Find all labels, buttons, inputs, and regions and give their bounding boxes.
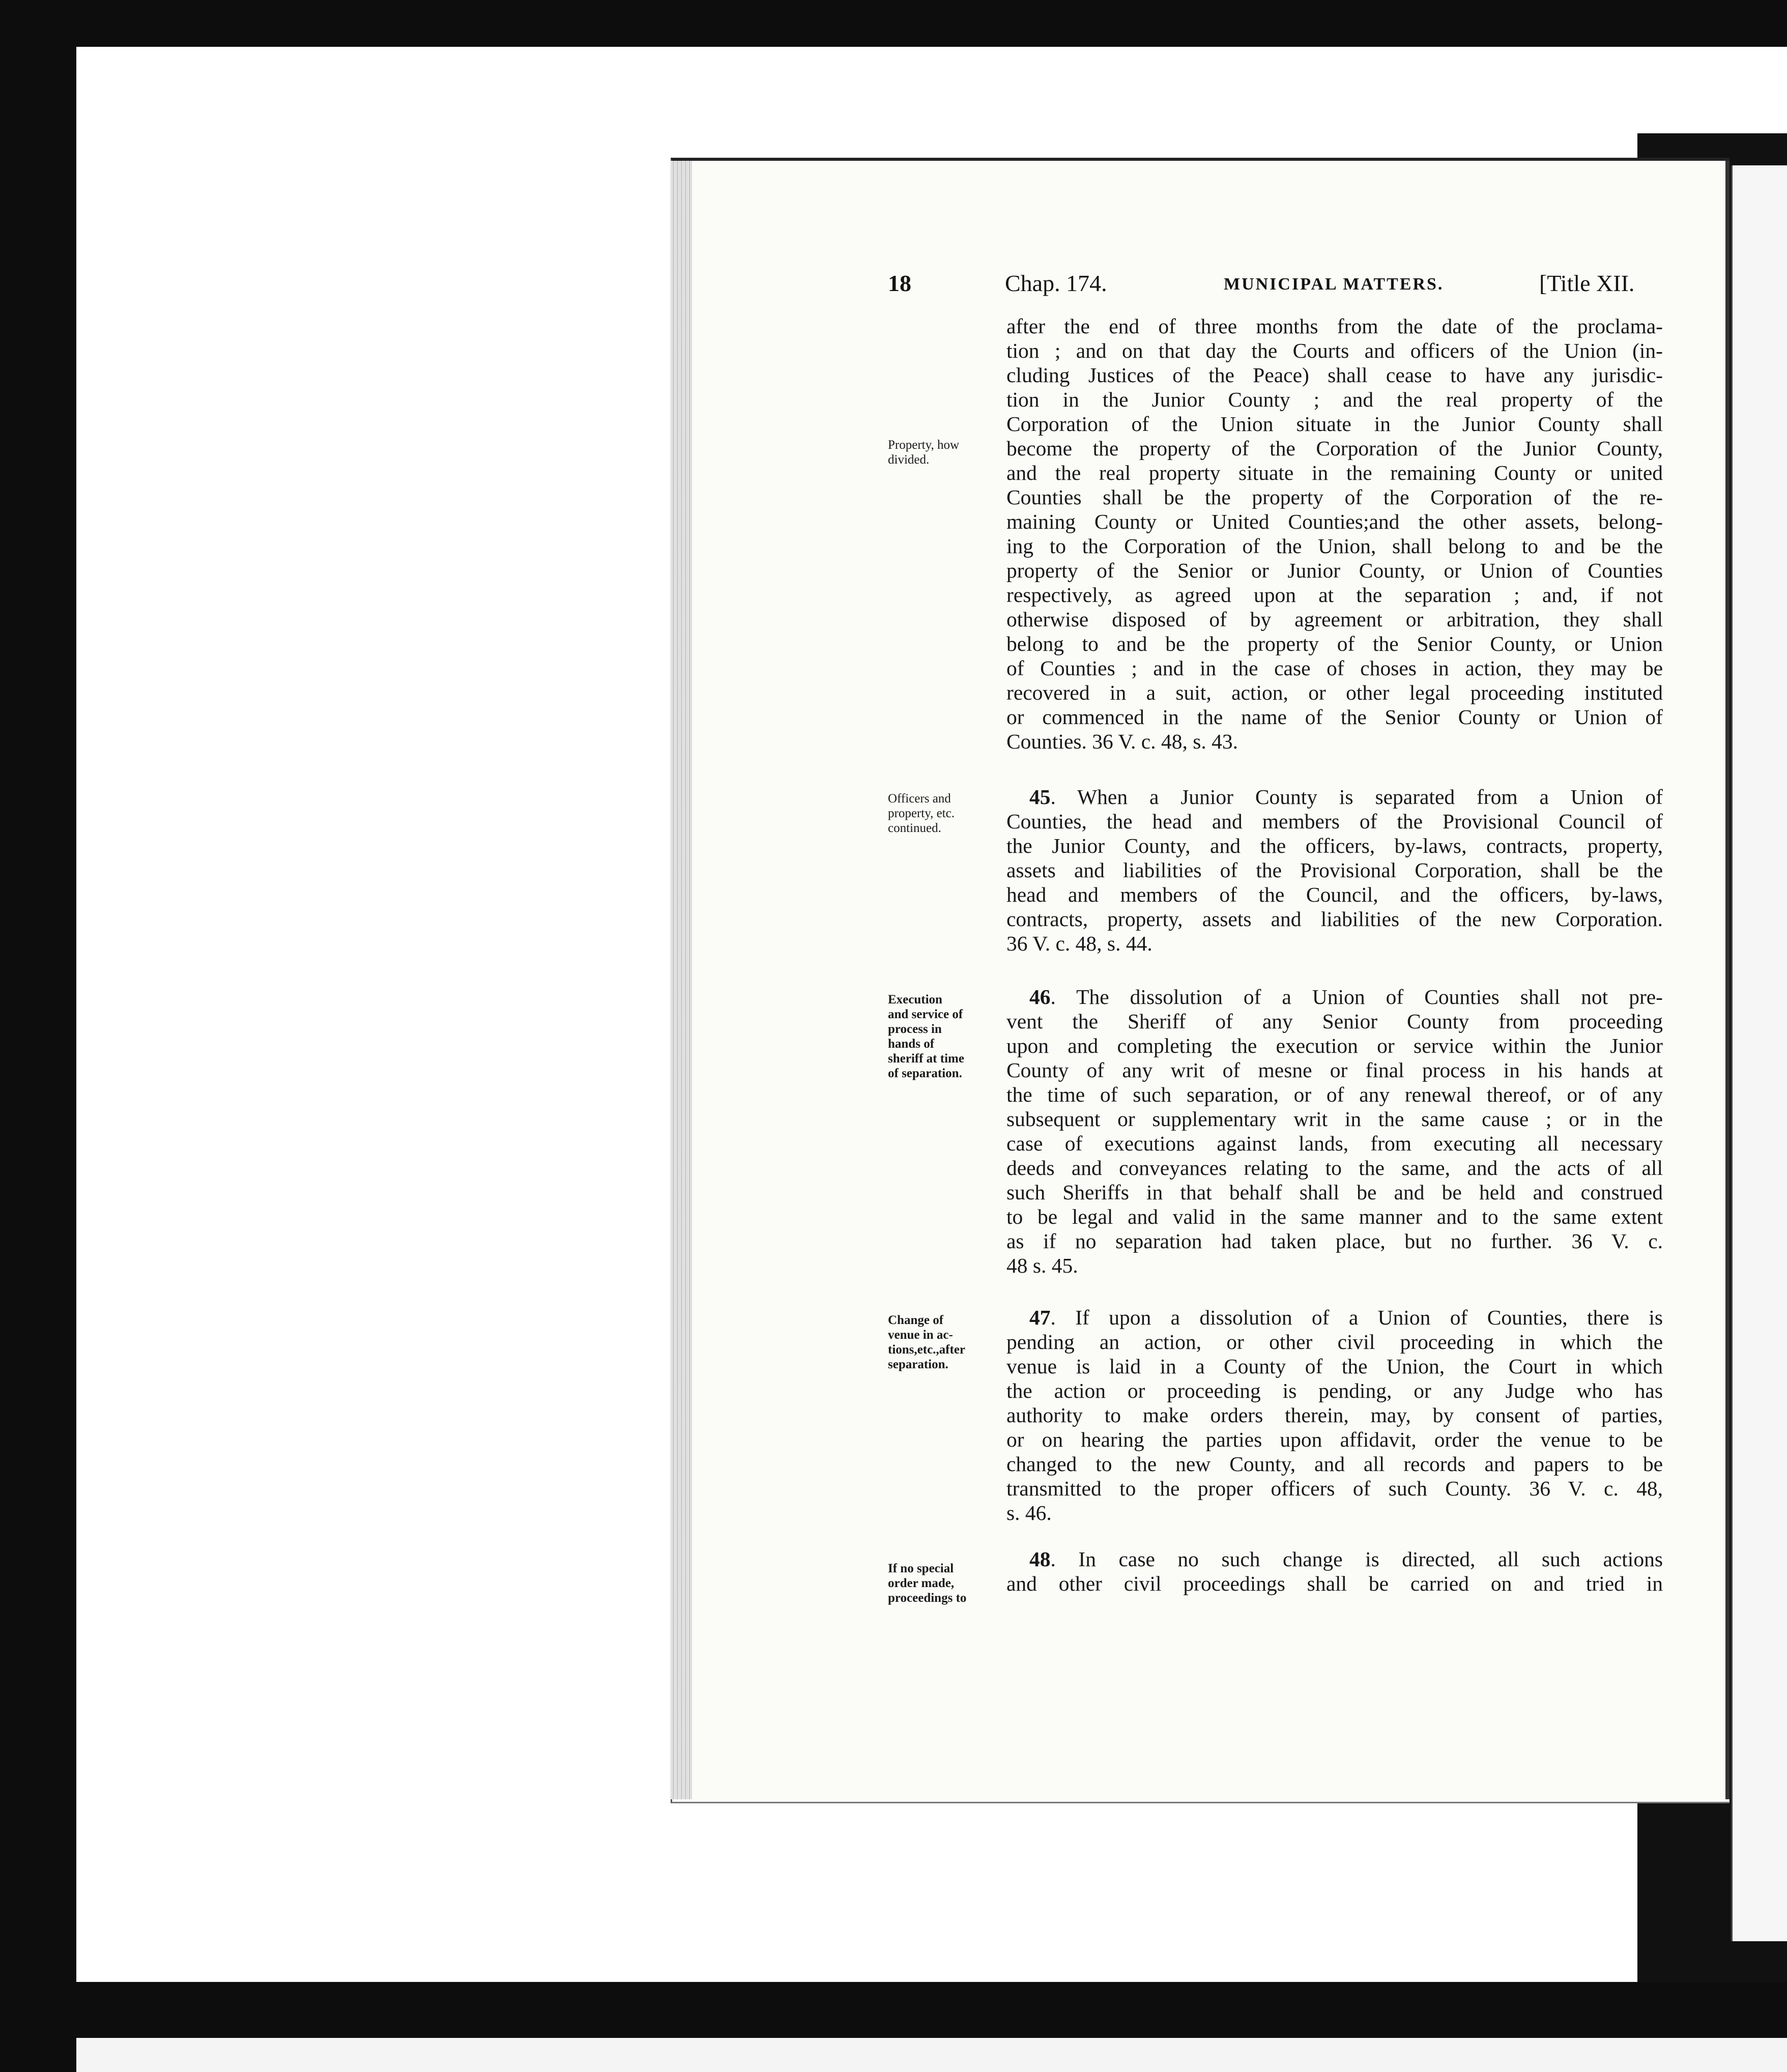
section-text: . In case no such change is directed, all such actions [1050,1547,1663,1571]
scan-border-top [0,0,1787,47]
margin-note-line: continued. [888,821,941,835]
text-line: the action or proceeding is pending, or any Judge who has [1006,1379,1663,1402]
margin-note-line: Execution [888,993,942,1006]
text-line: pending an action, or other civil proceeding in which the [1006,1330,1663,1354]
margin-note-line: property, etc. [888,807,955,820]
text-line [1006,1547,1663,1571]
text-line: 36 V. c. 48, s. 44. [1006,932,1152,955]
text-line [1006,985,1663,1009]
text-line: property of the Senior or Junior County, or Union of Counties [1006,559,1663,582]
text-line: vent the Sheriff of any Senior County from proceeding [1006,1010,1663,1033]
text-line: assets and liabilities of the Provisional Corporation, shall be the [1006,858,1663,882]
text-line: deeds and conveyances relating to the same, and the acts of all [1006,1156,1663,1179]
margin-note-line: If no special [888,1562,954,1575]
margin-note-line: hands of [888,1037,935,1051]
text-line: the time of such separation, or of any renewal thereof, or of any [1006,1083,1663,1106]
section-46 [1006,985,1663,1278]
text-line: Counties shall be the property of the Corporation of the re- [1006,485,1663,509]
continuation-paragraph [1006,314,1663,754]
text-line: become the property of the Corporation of the Junior County, [1006,437,1663,460]
text-line: otherwise disposed of by agreement or arbitration, they shall [1006,608,1663,631]
margin-note-line: proceedings to [888,1591,967,1605]
section-number: 47 [1029,1306,1051,1329]
section-text: . If upon a dissolution of a Union of Counties, there is [1050,1306,1663,1329]
margin-note-line: sheriff at time [888,1052,964,1066]
section-number: 46 [1029,985,1051,1009]
text-line: upon and completing the execution or service within the Junior [1006,1034,1663,1057]
margin-note-line: separation. [888,1358,948,1371]
margin-note-line: venue in ac- [888,1328,953,1342]
text-line: venue is laid in a County of the Union, the Court in which [1006,1355,1663,1378]
chapter-label: Chap. 174. [1005,270,1107,296]
text-line: tion ; and on that day the Courts and officers of the Union (in- [1006,339,1663,362]
margin-note-line: process in [888,1022,942,1036]
text-line: ing to the Corporation of the Union, shall belong to and be the [1006,534,1663,558]
page-number: 18 [888,270,911,296]
text-line: authority to make orders therein, may, by consent of parties, [1006,1403,1663,1427]
page-gutter [1725,161,1730,1799]
margin-note-line: Officers and [888,792,951,805]
text-line: changed to the new County, and all records and papers to be [1006,1452,1663,1476]
text-line: case of executions against lands, from executing all necessary [1006,1132,1663,1155]
text-line: and other civil proceedings shall be carried on and tried in [1006,1572,1663,1595]
running-title: MUNICIPAL MATTERS. [1224,275,1444,294]
text-line: or on hearing the parties upon affidavit, order the venue to be [1006,1428,1663,1451]
margin-note-officers-continued [888,791,1005,836]
text-line: the Junior County, and the officers, by-laws, contracts, property, [1006,834,1663,857]
text-line: head and members of the Council, and the officers, by-laws, [1006,883,1663,906]
text-line: County of any writ of mesne or final process in his hands at [1006,1058,1663,1082]
text-line: s. 46. [1006,1501,1052,1524]
section-text: . When a Junior County is separated from a Union of [1050,785,1663,809]
text-line: maining County or United Counties;and the other assets, belong- [1006,510,1663,533]
text-line: Counties. 36 V. c. 48, s. 43. [1006,730,1238,753]
text-line: recovered in a suit, action, or other legal proceeding instituted [1006,681,1663,704]
text-line: or commenced in the name of the Senior County or Union of [1006,705,1663,729]
text-line: of Counties ; and in the case of choses in action, they may be [1006,656,1663,680]
margin-note-line: order made, [888,1576,955,1590]
text-line: respectively, as agreed upon at the separation ; and, if not [1006,583,1663,607]
section-text: . The dissolution of a Union of Counties shall not pre- [1050,985,1663,1009]
margin-note-line: divided. [888,453,930,467]
text-line [1006,785,1663,809]
margin-note-no-special-order [888,1561,1005,1605]
text-line: such Sheriffs in that behalf shall be and be held and construed [1006,1181,1663,1204]
margin-note-line: and service of [888,1008,963,1021]
section-45 [1006,785,1663,956]
text-line: to be legal and valid in the same manner and to the same extent [1006,1205,1663,1228]
text-line: Corporation of the Union situate in the Junior County shall [1006,412,1663,436]
text-line: cluding Justices of the Peace) shall cease to have any jurisdic- [1006,363,1663,387]
margin-note-line: Change of [888,1313,944,1327]
scan-border-bottom [0,1982,1787,2038]
section-number: 45 [1029,785,1051,809]
text-line: tion in the Junior County ; and the real property of the [1006,388,1663,411]
margin-note-line: tions,etc.,after [888,1343,966,1357]
text-line: as if no separation had taken place, but no further. 36 V. c. [1006,1229,1663,1253]
text-line: 48 s. 45. [1006,1254,1078,1277]
margin-note-execution [888,992,1005,1081]
section-48 [1006,1547,1663,1596]
scan-strip-bottom [76,2038,1787,2072]
text-line: transmitted to the proper officers of such County. 36 V. c. 48, [1006,1477,1663,1500]
section-47 [1006,1305,1663,1525]
margin-note-property-divided [888,438,1005,467]
text-line: belong to and be the property of the Senior County, or Union [1006,632,1663,655]
facing-page-edge [1731,165,1787,1941]
text-line [1006,1305,1663,1330]
margin-note-line: of separation. [888,1067,962,1080]
text-line: Counties, the head and members of the Provisional Council of [1006,810,1663,833]
title-label: [Title XII. [1539,270,1635,296]
scan-border-left [0,0,76,2072]
text-line: after the end of three months from the date of the proclama- [1006,314,1663,338]
margin-note-line: Property, how [888,438,960,452]
text-line: contracts, property, assets and liabilities of the new Corporation. [1006,907,1663,931]
text-line: and the real property situate in the remaining County or united [1006,461,1663,484]
margin-note-change-of-venue [888,1313,1005,1372]
scan-border-left-inner [76,47,96,2041]
text-line: subsequent or supplementary writ in the same cause ; or in the [1006,1107,1663,1131]
page-stack-edge [671,161,692,1799]
section-number: 48 [1029,1547,1051,1571]
